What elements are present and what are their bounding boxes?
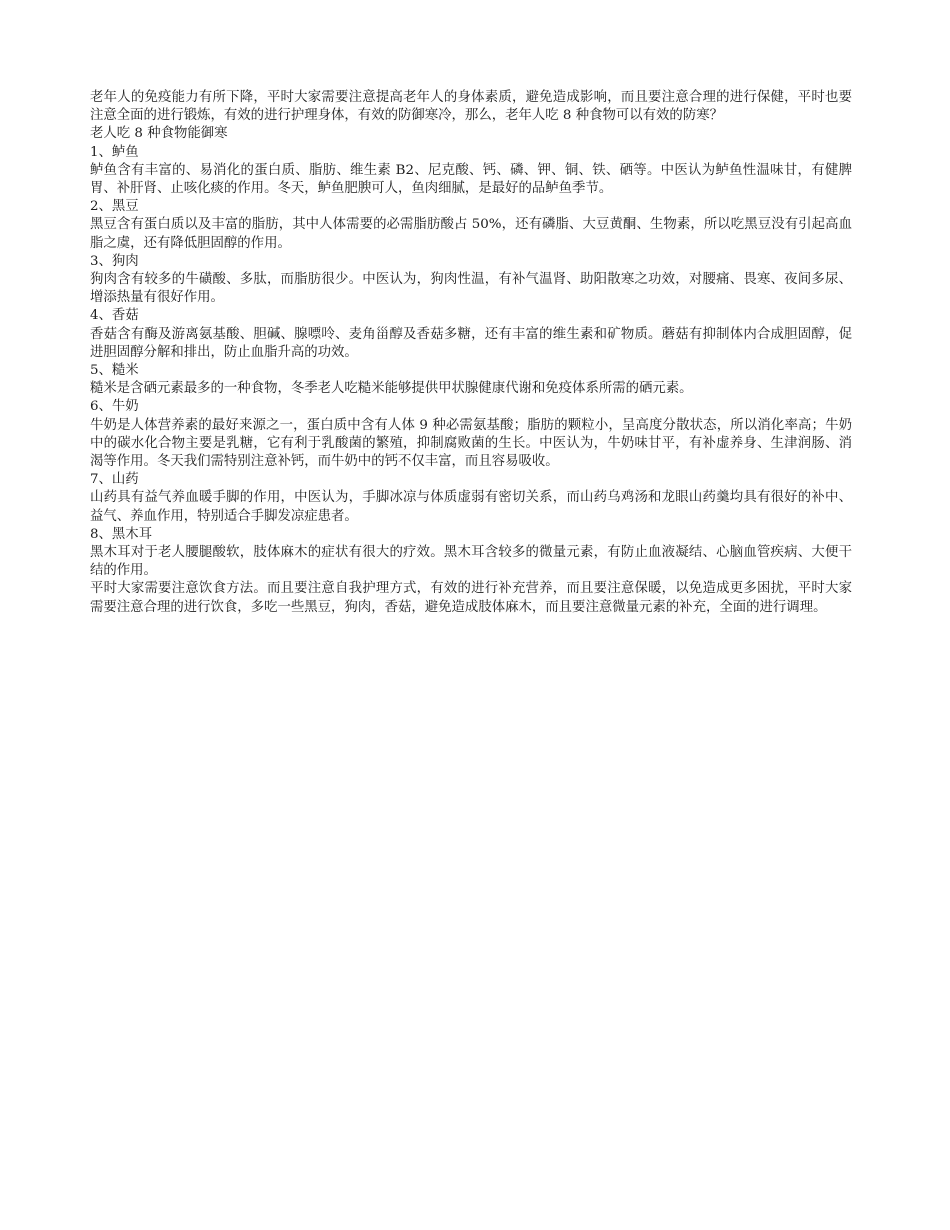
section-body-7: 山药具有益气养血暖手脚的作用，中医认为，手脚冰凉与体质虚弱有密切关系，而山药乌鸡汤和龙眼山药羹均具有很好的补中、益气、养血作用，特别适合手脚发凉症患者。 xyxy=(90,490,852,524)
section-body-5: 糙米是含硒元素最多的一种食物，冬季老人吃糙米能够提供甲状腺健康代谢和免疫体系所需的硒元素。 xyxy=(90,381,693,397)
section-heading-1: 1、鲈鱼 xyxy=(90,144,139,160)
document-page xyxy=(90,89,852,617)
article-title: 老人吃 8 种食物能御寒 xyxy=(90,126,228,142)
section-heading-8: 8、黑木耳 xyxy=(90,526,153,542)
section-body-8: 黑木耳对于老人腰腿酸软，肢体麻木的症状有很大的疗效。黑木耳含较多的微量元素，有防止血液凝结、心脑血管疾病、大便干结的作用。 xyxy=(90,545,852,579)
section-heading-3: 3、狗肉 xyxy=(90,253,139,269)
section-heading-6: 6、牛奶 xyxy=(90,399,139,415)
section-body-2: 黑豆含有蛋白质以及丰富的脂肪，其中人体需要的必需脂肪酸占 50%，还有磷脂、大豆黄酮、生物素，所以吃黑豆没有引起高血脂之虞，还有降低胆固醇的作用。 xyxy=(90,217,852,251)
section-body-6: 牛奶是人体营养素的最好来源之一，蛋白质中含有人体 9 种必需氨基酸；脂肪的颗粒小，呈高度分散状态，所以消化率高；牛奶中的碳水化合物主要是乳糖，它有利于乳酸菌的繁殖，抑制腐败菌的生长。中医认为，牛奶味甘平，有补虚养身、生津润肠、消渴等作用。冬天我们需特别注意补钙，而牛奶中的钙不仅丰富，而且容易吸收。 xyxy=(90,417,852,470)
intro-paragraph: 老年人的免疫能力有所下降，平时大家需要注意提高老年人的身体素质，避免造成影响，而且要注意合理的进行保健，平时也要注意全面的进行锻炼，有效的进行护理身体，有效的防御寒冷，那么，老年人吃 8 种食物可以有效的防寒？ xyxy=(90,90,852,124)
section-body-4: 香菇含有酶及游离氨基酸、胆碱、腺嘌呤、麦角甾醇及香菇多糖，还有丰富的维生素和矿物质。蘑菇有抑制体内合成胆固醇，促进胆固醇分解和排出，防止血脂升高的功效。 xyxy=(90,326,852,360)
section-heading-2: 2、黑豆 xyxy=(90,199,139,215)
section-body-1: 鲈鱼含有丰富的、易消化的蛋白质、脂肪、维生素 B2、尼克酸、钙、磷、钾、铜、铁、硒等。中医认为鲈鱼性温味甘，有健脾胃、补肝肾、止咳化痰的作用。冬天，鲈鱼肥腴可人，鱼肉细腻，是最好的品鲈鱼季节。 xyxy=(90,162,852,197)
section-body-3: 狗肉含有较多的牛磺酸、多肽，而脂肪很少。中医认为，狗肉性温，有补气温肾、助阳散寒之功效，对腰痛、畏寒、夜间多尿、增添热量有很好作用。 xyxy=(90,272,852,306)
conclusion-paragraph: 平时大家需要注意饮食方法。而且要注意自我护理方式，有效的进行补充营养，而且要注意保暖，以免造成更多困扰，平时大家需要注意合理的进行饮食，多吃一些黑豆，狗肉，香菇，避免造成肢体麻木，而且要注意微量元素的补充，全面的进行调理。 xyxy=(90,581,852,615)
section-heading-7: 7、山药 xyxy=(90,472,139,488)
section-heading-4: 4、香菇 xyxy=(90,308,139,324)
section-heading-5: 5、糙米 xyxy=(90,363,139,379)
